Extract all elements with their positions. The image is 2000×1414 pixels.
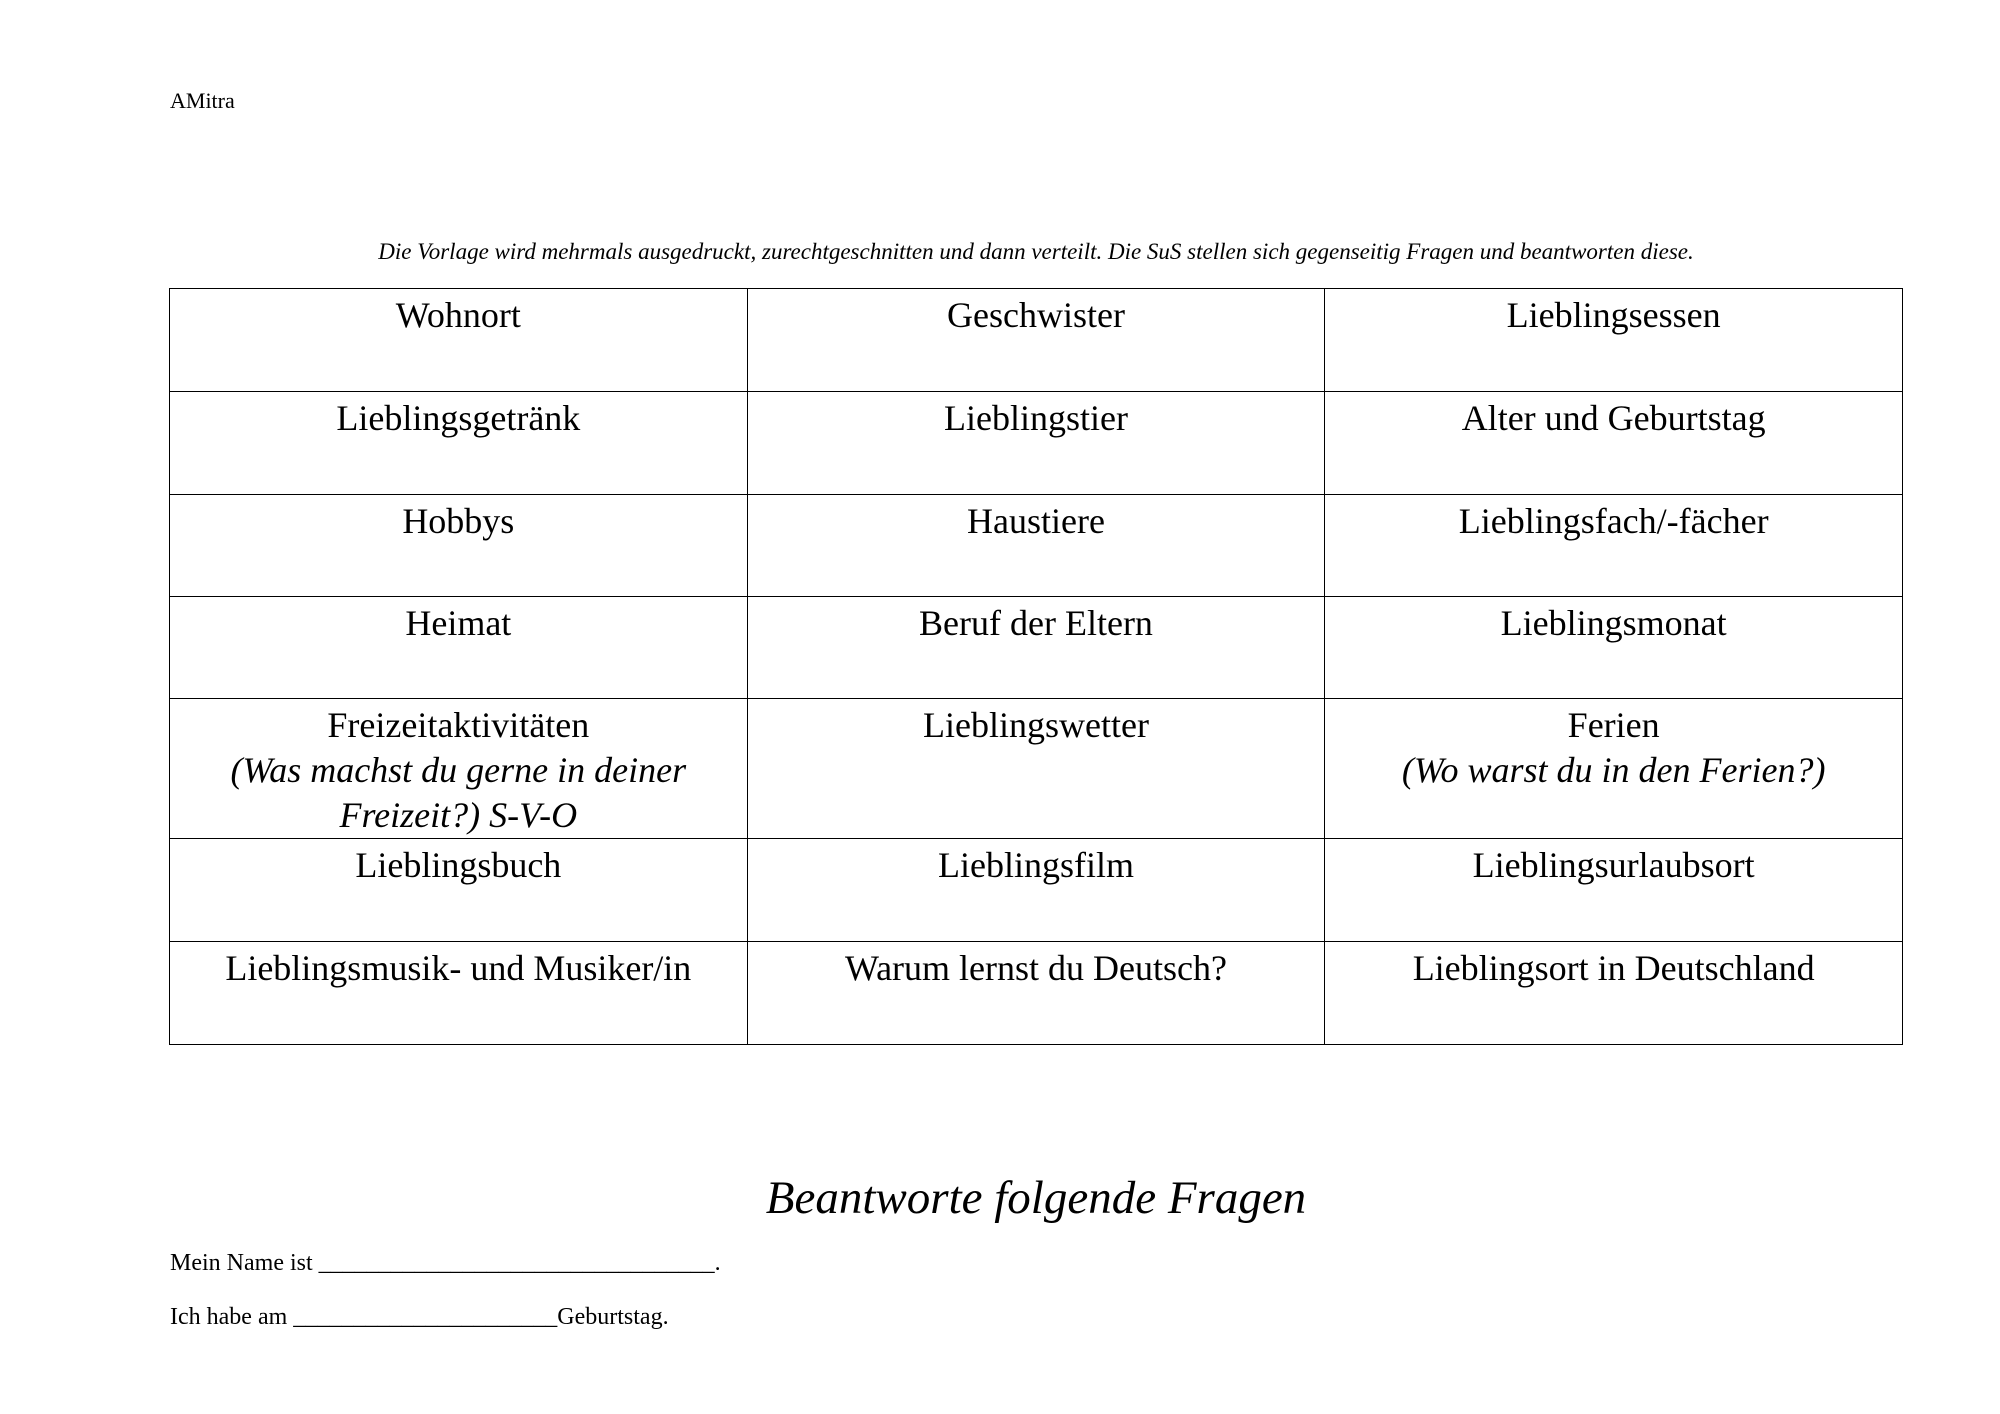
grid-cell — [747, 839, 1325, 942]
birthday-sentence: Ich habe am ______________________Geburtstag. — [170, 1304, 669, 1330]
cell-label: Lieblingstier — [944, 398, 1128, 438]
grid-cell — [170, 392, 748, 495]
section-heading: Beantworte folgende Fragen — [765, 1172, 1307, 1224]
grid-cell — [170, 942, 748, 1045]
cell-label: Lieblingsfach/-fächer — [1458, 501, 1769, 541]
grid-cell — [747, 942, 1325, 1045]
cell-label: Warum lernst du Deutsch? — [844, 948, 1227, 988]
cell-label: Hobbys — [402, 501, 515, 541]
instruction-text: Die Vorlage wird mehrmals ausgedruckt, zurechtgeschnitten und dann verteilt. Die SuS stellen sich gegenseitig Fragen und beantworten diese. — [378, 239, 1694, 264]
cell-label: Lieblingswetter — [923, 705, 1149, 745]
grid-cell — [170, 699, 748, 839]
grid-row — [170, 597, 1903, 699]
grid-cell — [170, 495, 748, 597]
cell-label: Lieblingsbuch — [355, 845, 562, 885]
grid-cell — [1325, 495, 1903, 597]
author-name: AMitra — [170, 88, 235, 113]
grid-cell — [1325, 392, 1903, 495]
cell-label: Heimat — [405, 603, 512, 643]
grid-row — [170, 942, 1903, 1045]
cell-label: Lieblingsurlaubsort — [1472, 845, 1755, 885]
cell-label: Freizeitaktivitäten — [327, 705, 590, 745]
cell-label: Alter und Geburtstag — [1461, 398, 1766, 438]
grid-cell — [170, 289, 748, 392]
grid-cell — [747, 597, 1325, 699]
cell-label: Ferien — [1567, 705, 1660, 745]
grid-cell — [1325, 597, 1903, 699]
cell-hint: (Wo warst du in den Ferien?) — [1401, 750, 1826, 790]
question-grid — [169, 288, 1903, 1045]
cell-label: Haustiere — [967, 501, 1105, 541]
cell-label: Lieblingsgetränk — [336, 398, 581, 438]
grid-cell — [747, 495, 1325, 597]
cell-label: Lieblingsmonat — [1500, 603, 1727, 643]
cell-label: Beruf der Eltern — [919, 603, 1153, 643]
name-sentence: Mein Name ist _________________________________. — [170, 1250, 721, 1276]
cell-label: Lieblingsessen — [1506, 295, 1721, 335]
grid-cell — [1325, 942, 1903, 1045]
cell-label: Geschwister — [947, 295, 1125, 335]
cell-label: Lieblingsmusik- und Musiker/in — [225, 948, 692, 988]
grid-row — [170, 839, 1903, 942]
cell-label: Lieblingsort in Deutschland — [1412, 948, 1815, 988]
grid-cell — [1325, 839, 1903, 942]
cell-label: Lieblingsfilm — [937, 845, 1134, 885]
grid-row — [170, 289, 1903, 392]
grid-cell — [1325, 289, 1903, 392]
grid-cell — [747, 392, 1325, 495]
grid-cell — [747, 699, 1325, 839]
grid-cell — [747, 289, 1325, 392]
grid-row — [170, 495, 1903, 597]
grid-cell — [1325, 699, 1903, 839]
grid-row — [170, 392, 1903, 495]
grid-cell — [170, 839, 748, 942]
grid-row — [170, 699, 1903, 839]
grid-cell — [170, 597, 748, 699]
cell-hint: (Was machst du gerne in deiner Freizeit?) S-V-O — [230, 750, 687, 835]
cell-label: Wohnort — [395, 295, 521, 335]
